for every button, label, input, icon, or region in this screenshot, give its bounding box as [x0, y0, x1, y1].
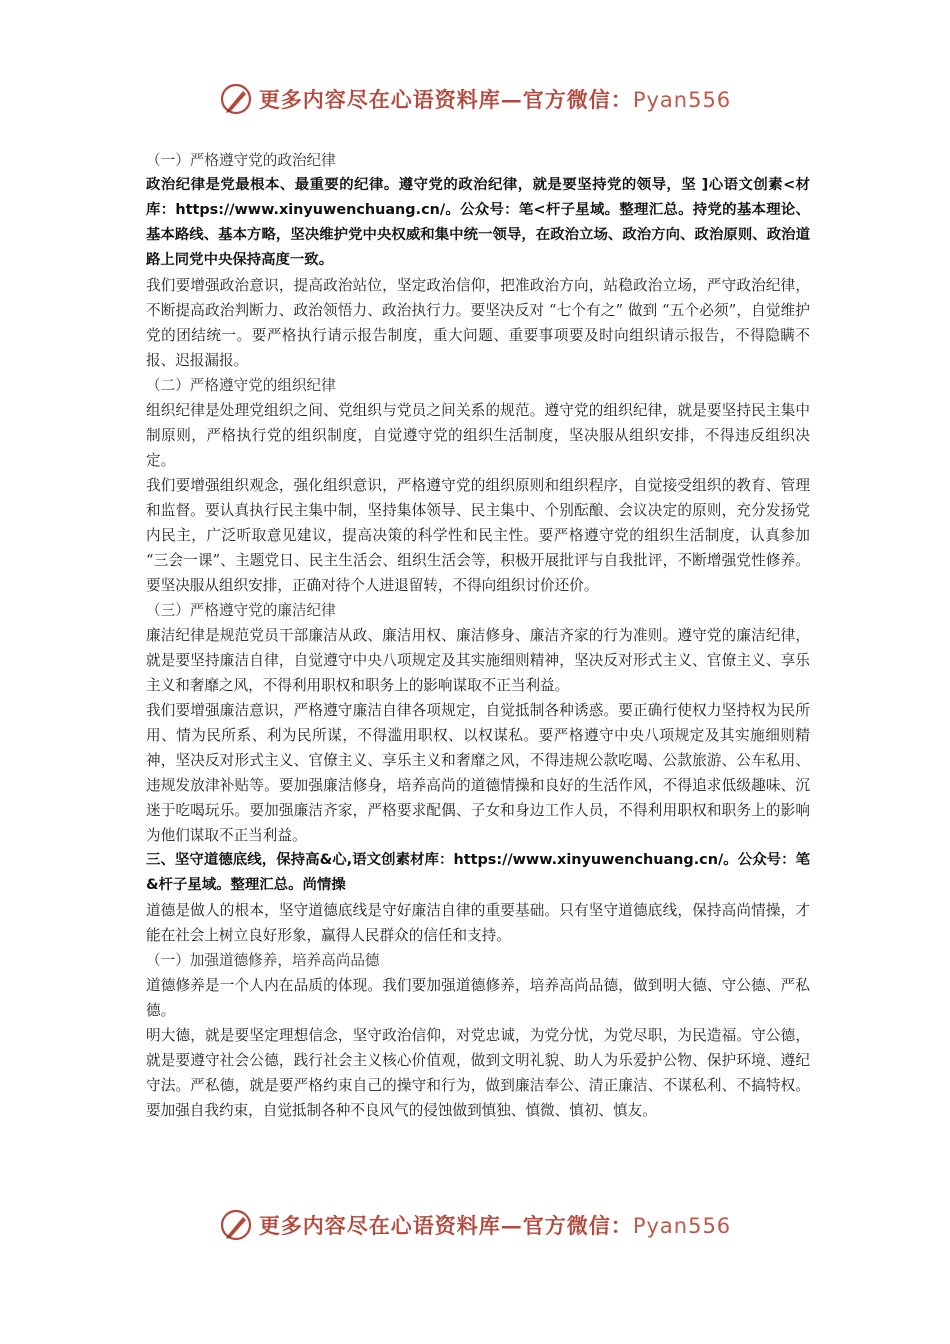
- section-heading: （三）严格遵守党的廉洁纪律: [146, 602, 336, 619]
- paragraph: 廉洁纪律是规范党员干部廉洁从政、廉洁用权、廉洁修身、廉洁齐家的行为准则。遵守党的廉洁纪律，就是要坚持廉洁自律，自觉遵守中央八项规定及其实施细则精神，坚决反对形式主义、官僚主义、享乐主义和奢靡之风，不得利用职权和职务上的影响谋取不正当利益。: [146, 627, 810, 694]
- section-heading: （一）严格遵守党的政治纪律: [146, 152, 336, 169]
- banner-wechat-id: Pyan556: [632, 88, 732, 112]
- paragraph: 我们要增强组织观念，强化组织意识，严格遵守党的组织原则和组织程序，自觉接受组织的教育、管理和监督。要认真执行民主集中制，坚持集体领导、民主集中、个别酝酿、会议决定的原则，充分发扬党内民主，广泛听取意见建议，提高决策的科学性和民主性。要严格遵守党的组织生活制度，认真参加 “三会一课”、主题党日、民主生活会、组织生活会等，积极开展批评与自我批评，不断增强党性修养。要坚决服从组织安排，正确对待个人进退留转，不得向组织讨价还价。: [146, 477, 810, 594]
- document-body: [146, 148, 810, 1123]
- pen-logo-icon: [219, 82, 253, 116]
- bold-paragraph: 政治纪律是党最根本、最重要的纪律。遵守党的政治纪律，就是要坚持党的领导，坚 ]心语文创素<材库：https://www.xinyuwenchuang.cn/。公众号：笔<杆子星域。整理汇总。持党的基本理论、基本路线、基本方略，坚决维护党中央权威和集中统一领导，在政治立场、政治方向、政治原则、政治道路上同党中央保持高度一致。: [146, 177, 810, 268]
- banner-text: 更多内容尽在心语资料库—官方微信：: [258, 87, 633, 112]
- paragraph: 组织纪律是处理党组织之间、党组织与党员之间关系的规范。遵守党的组织纪律，就是要坚持民主集中制原则，严格执行党的组织制度，自觉遵守党的组织生活制度，坚决服从组织安排，不得违反组织决定。: [146, 402, 810, 469]
- paragraph: 道德是做人的根本，坚守道德底线是守好廉洁自律的重要基础。只有坚守道德底线，保持高尚情操，才能在社会上树立良好形象，赢得人民群众的信任和支持。: [146, 902, 810, 944]
- banner-title: [259, 84, 731, 114]
- section-heading: （二）严格遵守党的组织纪律: [146, 377, 336, 394]
- banner-wechat-id: Pyan556: [632, 1214, 732, 1238]
- banner-text: 更多内容尽在心语资料库—官方微信：: [258, 1213, 633, 1238]
- header-banner: [0, 82, 950, 116]
- paragraph: 我们要增强政治意识，提高政治站位，坚定政治信仰，把准政治方向，站稳政治立场，严守政治纪律，不断提高政治判断力、政治领悟力、政治执行力。要坚决反对 “七个有之” 做到 “五个必须”，自觉维护党的团结统一。要严格执行请示报告制度，重大问题、重要事项要及时向组织请示报告，不得隐瞒不报、迟报漏报。: [146, 277, 810, 369]
- section-heading: （一）加强道德修养，培养高尚品德: [146, 952, 380, 969]
- banner-title: [259, 1210, 731, 1240]
- paragraph: 我们要增强廉洁意识，严格遵守廉洁自律各项规定，自觉抵制各种诱惑。要正确行使权力坚持权为民所用、情为民所系、利为民所谋，不得滥用职权、以权谋私。要严格遵守中央八项规定及其实施细则精神，坚决反对形式主义、官僚主义、享乐主义和奢靡之风，不得违规公款吃喝、公款旅游、公车私用、违规发放津补贴等。要加强廉洁修身，培养高尚的道德情操和良好的生活作风，不得追求低级趣味、沉迷于吃喝玩乐。要加强廉洁齐家，严格要求配偶、子女和身边工作人员，不得利用职权和职务上的影响为他们谋取不正当利益。: [146, 702, 810, 844]
- pen-logo-icon: [219, 1208, 253, 1242]
- footer-banner: [0, 1208, 950, 1242]
- paragraph: 道德修养是一个人内在品质的体现。我们要加强道德修养，培养高尚品德，做到明大德、守公德、严私德。: [146, 977, 810, 1019]
- paragraph: 明大德，就是要坚定理想信念，坚守政治信仰，对党忠诚，为党分忧，为党尽职，为民造福。守公德，就是要遵守社会公德，践行社会主义核心价值观，做到文明礼貌、助人为乐爱护公物、保护环境、遵纪守法。严私德，就是要严格约束自己的操守和行为，做到廉洁奉公、清正廉洁、不谋私利、不搞特权。要加强自我约束，自觉抵制各种不良风气的侵蚀做到慎独、慎微、慎初、慎友。: [146, 1027, 810, 1119]
- chapter-heading: 三、坚守道德底线，保持高&心,语文创素材库：https://www.xinyuwenchuang.cn/。公众号：笔&杆子星域。整理汇总。尚情操: [146, 852, 810, 893]
